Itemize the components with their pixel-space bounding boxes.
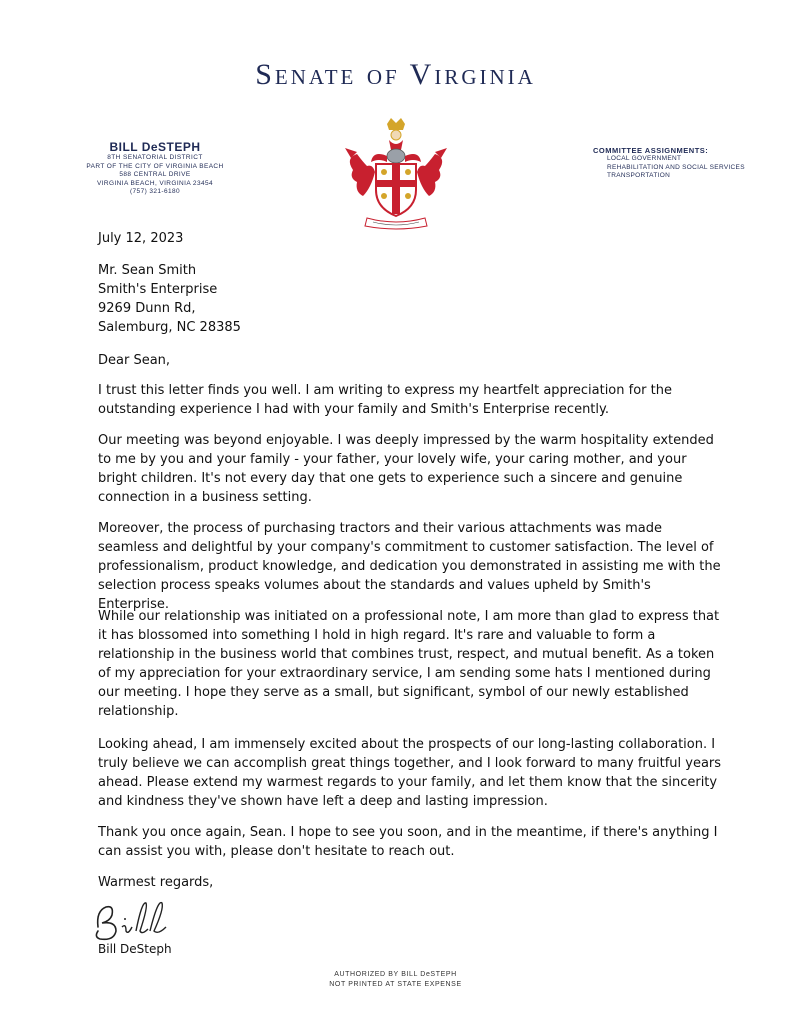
paragraph: Our meeting was beyond enjoyable. I was deeply impressed by the warm hospitality extended to me by you and your family - your father, your lovely wife, your caring mother, and your bright children. It's not every day that one gets to experience such a sincere and genuine connection in a business setting. bbox=[98, 433, 714, 505]
committee-item: LOCAL GOVERNMENT bbox=[607, 155, 682, 162]
committee-heading: COMMITTEE ASSIGNMENTS: bbox=[593, 146, 709, 155]
address-line: 588 CENTRAL DRIVE bbox=[119, 171, 191, 178]
signatory-name: Bill DeSteph bbox=[98, 942, 172, 956]
paragraph: Looking ahead, I am immensely excited about the prospects of our long-lasting collaboration. I truly believe we can accomplish great things together, and I look forward to many fruitful years ahead. Please extend my warmest regards to your family, and let them know that the sincerity and kindness they've shown have left a deep and lasting impression. bbox=[98, 737, 722, 809]
handwritten-signature bbox=[92, 897, 182, 947]
committee-item: TRANSPORTATION bbox=[607, 172, 671, 179]
sender-block bbox=[60, 140, 250, 197]
recipient-address bbox=[98, 261, 723, 337]
paragraph: Moreover, the process of purchasing tractors and their various attachments was made seamless and delightful by your company's commitment to customer satisfaction. The level of professionalism, product knowledge, and dedication you demonstrated in assisting me with the selection process speaks volumes about the standards and values upheld by Smith's Enterprise. bbox=[98, 521, 721, 612]
footer-authorized: AUTHORIZED BY BILL DeSTEPH bbox=[334, 971, 457, 978]
recipient-city: Salemburg, NC 28385 bbox=[98, 320, 241, 335]
footer-not-printed: NOT PRINTED AT STATE EXPENSE bbox=[329, 981, 462, 988]
letterhead-title: Senate of Virginia bbox=[255, 58, 536, 91]
district-line: PART OF THE CITY OF VIRGINIA BEACH bbox=[86, 162, 224, 170]
senator-name: BILL DeSTEPH bbox=[109, 140, 201, 154]
paragraph: I trust this letter finds you well. I am writing to express my heartfelt appreciation for the outstanding experience I had with your family and Smith's Enterprise recently. bbox=[98, 383, 672, 417]
paragraph: While our relationship was initiated on a professional note, I am more than glad to express that it has blossomed into something I hold in high regard. It's rare and valuable to form a relationship in the business world that combines trust, respect, and mutual benefit. As a token of my appreciation for your extraordinary service, I am sending some hats I mentioned during our meeting. I hope they serve as a small, but significant, symbol of our newly established relationship. bbox=[98, 609, 720, 719]
recipient-street: 9269 Dunn Rd, bbox=[98, 301, 196, 316]
paragraph: Thank you once again, Sean. I hope to see you soon, and in the meantime, if there's anything I can assist you with, please don't hesitate to reach out. bbox=[98, 825, 718, 859]
closing: Warmest regards, bbox=[98, 875, 214, 890]
committee-item: REHABILITATION AND SOCIAL SERVICES bbox=[607, 163, 745, 171]
letter-date: July 12, 2023 bbox=[98, 231, 184, 246]
footer-disclaimer bbox=[0, 970, 791, 990]
virginia-senate-seal-icon bbox=[343, 118, 449, 230]
phone-line: (757) 321-6180 bbox=[129, 188, 181, 195]
address-line: VIRGINIA BEACH, VIRGINIA 23454 bbox=[96, 179, 214, 187]
recipient-name: Mr. Sean Smith bbox=[98, 263, 197, 278]
recipient-company: Smith's Enterprise bbox=[98, 282, 218, 297]
salutation: Dear Sean, bbox=[98, 353, 171, 368]
committee-assignments bbox=[593, 146, 783, 181]
district-line: 8TH SENATORIAL DISTRICT bbox=[107, 154, 203, 161]
